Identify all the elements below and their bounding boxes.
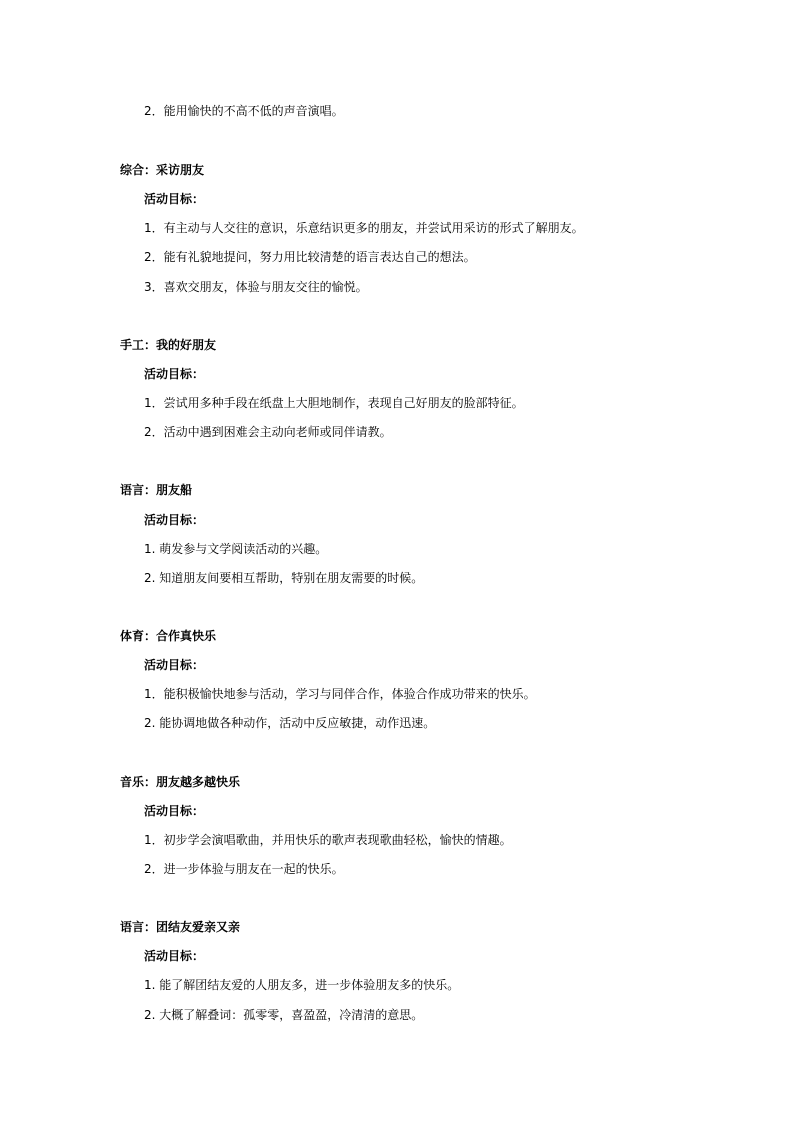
- list-item: 1．尝试用多种手段在纸盘上大胆地制作，表现自己好朋友的脸部特征。: [144, 396, 524, 410]
- section-subheading: 活动目标：: [144, 804, 205, 818]
- list-item: 2．进一步体验与朋友在一起的快乐。: [144, 862, 344, 876]
- section-heading: 体育：合作真快乐: [120, 629, 217, 643]
- list-item: 1. 萌发参与文学阅读活动的兴趣。: [144, 542, 328, 556]
- list-item: 3．喜欢交朋友，体验与朋友交往的愉悦。: [144, 280, 368, 294]
- list-item: 2. 大概了解叠词：孤零零，喜盈盈，冷清清的意思。: [144, 1008, 424, 1022]
- list-item: 1．初步学会演唱歌曲，并用快乐的歌声表现歌曲轻松，愉快的情趣。: [144, 833, 512, 847]
- list-item: 2. 能协调地做各种动作，活动中反应敏捷，动作迅速。: [144, 716, 436, 730]
- section-heading: 语言：团结友爱亲又亲: [120, 920, 241, 934]
- section-subheading: 活动目标：: [144, 949, 205, 963]
- list-item: 1．有主动与人交往的意识，乐意结识更多的朋友，并尝试用采访的形式了解朋友。: [144, 221, 584, 235]
- section-heading: 综合：采访朋友: [120, 163, 205, 177]
- list-item: 2．能有礼貌地提问，努力用比较清楚的语言表达自己的想法。: [144, 250, 476, 264]
- section-heading: 音乐：朋友越多越快乐: [120, 775, 241, 789]
- section-subheading: 活动目标：: [144, 367, 205, 381]
- list-item: 2．活动中遇到困难会主动向老师或同伴请教。: [144, 425, 392, 439]
- list-item: 1．能积极愉快地参与活动，学习与同伴合作，体验合作成功带来的快乐。: [144, 687, 536, 701]
- section-heading: 手工：我的好朋友: [120, 338, 217, 352]
- section-subheading: 活动目标：: [144, 658, 205, 672]
- list-item: 1. 能了解团结友爱的人朋友多，进一步体验朋友多的快乐。: [144, 978, 460, 992]
- section-heading: 语言：朋友船: [120, 483, 193, 497]
- section-subheading: 活动目标：: [144, 192, 205, 206]
- intro-list-item: 2．能用愉快的不高不低的声音演唱。: [144, 104, 344, 118]
- list-item: 2. 知道朋友间要相互帮助，特别在朋友需要的时候。: [144, 571, 424, 585]
- section-subheading: 活动目标：: [144, 513, 205, 527]
